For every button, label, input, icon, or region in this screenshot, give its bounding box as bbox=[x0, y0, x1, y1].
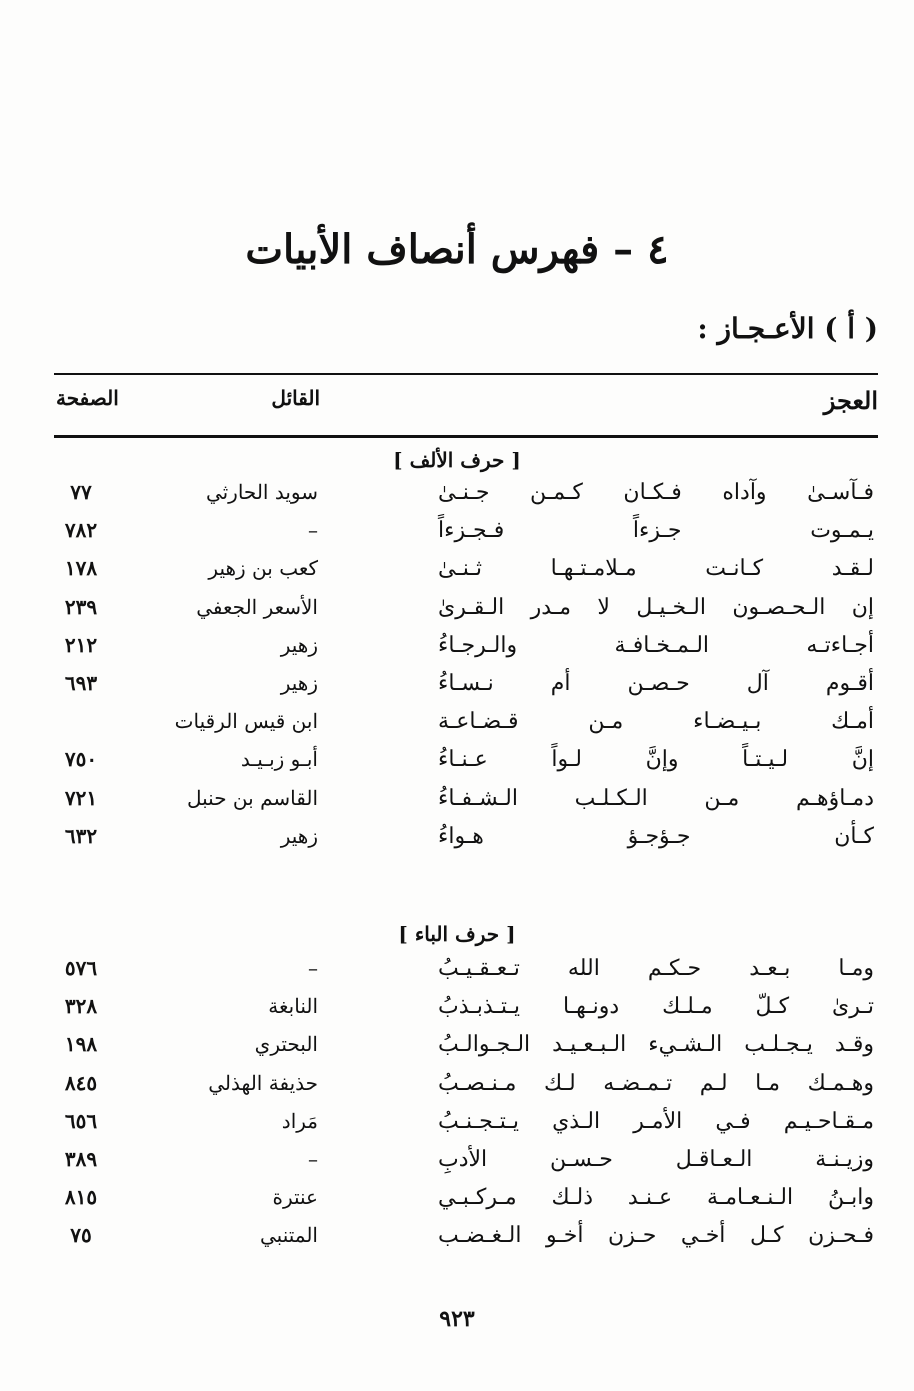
hemistich-cell: فـآسـىٰ وآداه فـكـان كـمـن جـنـىٰ bbox=[438, 480, 874, 505]
table-top-rule bbox=[54, 373, 878, 375]
speaker-cell: القاسم بن حنبل bbox=[186, 786, 318, 810]
table-row bbox=[0, 709, 914, 743]
speaker-cell: – bbox=[308, 956, 318, 980]
hemistich-cell: كـأن جـؤجـؤ هـواءُ bbox=[438, 824, 874, 849]
speaker-cell: كعب بن زهير bbox=[208, 556, 318, 580]
speaker-cell: أبـو زبـيـد bbox=[240, 747, 318, 771]
speaker-cell: زهير bbox=[280, 671, 318, 695]
table-row bbox=[0, 480, 914, 514]
speaker-cell: النابغة bbox=[268, 994, 318, 1018]
page-cell: ٨٤٥ bbox=[64, 1071, 98, 1095]
hemistich-cell: ومـا بـعـد حـكـم الله تـعـقـيـبُ bbox=[438, 956, 874, 981]
speaker-cell: عنترة bbox=[272, 1185, 318, 1209]
table-row bbox=[0, 786, 914, 820]
table-header-rule bbox=[54, 435, 878, 438]
hemistich-cell: تـرىٰ كـلّ مـلـك دونـهـا يـتـذبـذبُ bbox=[438, 994, 874, 1019]
page-number: ٩٢٣ bbox=[439, 1306, 475, 1332]
hemistich-cell: مـقـاحـيـم فـي الأمـر الـذي يـتـجـنـبُ bbox=[438, 1109, 874, 1134]
table-row bbox=[0, 1185, 914, 1219]
speaker-cell: ابن قيس الرقيات bbox=[174, 709, 318, 733]
hemistich-cell: وزيـنـة الـعـاقـل حـسـن الأدبِ bbox=[438, 1147, 874, 1172]
hemistich-cell: يـمـوت جـزءاً فـجـزءاً bbox=[438, 518, 874, 543]
table-row bbox=[0, 1147, 914, 1181]
column-header-page: الصفحة bbox=[56, 386, 119, 410]
table-row bbox=[0, 956, 914, 990]
page-cell: ١٧٨ bbox=[64, 556, 98, 580]
table-row bbox=[0, 556, 914, 590]
page-cell: ١٩٨ bbox=[64, 1032, 98, 1056]
hemistich-cell: إنَّ لـيـتـاً وإنَّ لـواً عـنـاءُ bbox=[438, 747, 874, 772]
hemistich-cell: وابـنُ الـنـعـامـة عـنـد ذلـك مـركـبـي bbox=[438, 1185, 874, 1210]
page-title: ٤ – فهرس أنصاف الأبيات bbox=[245, 226, 669, 273]
table-row bbox=[0, 595, 914, 629]
page-cell: ٦٩٣ bbox=[64, 671, 98, 695]
table-row bbox=[0, 824, 914, 858]
page-cell: ٢١٢ bbox=[64, 633, 98, 657]
column-header-hemistich: العجز bbox=[823, 386, 878, 415]
speaker-cell: سويد الحارثي bbox=[205, 480, 318, 504]
speaker-cell: – bbox=[308, 1147, 318, 1171]
page-cell: ٣٨٩ bbox=[64, 1147, 98, 1171]
column-header-speaker: القائل bbox=[271, 386, 320, 410]
speaker-cell: حذيفة الهذلي bbox=[208, 1071, 318, 1095]
section-subtitle: ( أ ) الأعـجـاز : bbox=[697, 312, 878, 345]
hemistich-cell: أمـك بـيـضـاء مـن قـضـاعـة bbox=[438, 709, 874, 734]
page-cell: ٧٢١ bbox=[64, 786, 98, 810]
page-cell: ٦٣٢ bbox=[64, 824, 98, 848]
hemistich-cell: أقـوم آل حـصـن أم نـسـاءُ bbox=[438, 671, 874, 696]
page-cell: ٢٣٩ bbox=[64, 595, 98, 619]
hemistich-cell: فـحـزن كـل أخـي حـزن أخـو الـغـضـب bbox=[438, 1223, 874, 1248]
speaker-cell: البحتري bbox=[254, 1032, 318, 1056]
page-cell: ٧٥٠ bbox=[64, 747, 98, 771]
hemistich-cell: لـقـد كـانـت مـلامـتـهـا ثـنـىٰ bbox=[438, 556, 874, 581]
speaker-cell: زهير bbox=[280, 824, 318, 848]
section-label: [ حرف الباء ] bbox=[398, 922, 516, 946]
hemistich-cell: دمـاؤهـم مـن الـكـلـب الـشـفـاءُ bbox=[438, 786, 874, 811]
hemistich-cell: وهـمـك مـا لـم تـمـضـه لـك مـنـصـبُ bbox=[438, 1071, 874, 1096]
page-cell: ٧٧ bbox=[70, 480, 92, 504]
speaker-cell: المتنبي bbox=[260, 1223, 318, 1247]
section-label: [ حرف الألف ] bbox=[393, 448, 521, 472]
speaker-cell: – bbox=[308, 518, 318, 542]
table-row bbox=[0, 518, 914, 552]
speaker-cell: الأسعر الجعفي bbox=[196, 595, 318, 619]
page-cell: ٦٥٦ bbox=[64, 1109, 98, 1133]
hemistich-cell: إن الـحـصـون الـخـيـل لا مـدر الـقـرىٰ bbox=[438, 595, 874, 620]
table-row bbox=[0, 1071, 914, 1105]
table-row bbox=[0, 747, 914, 781]
table-row bbox=[0, 1032, 914, 1066]
hemistich-cell: أجـاءتـه الـمـخـافـة والـرجـاءُ bbox=[438, 633, 874, 658]
page-cell: ٨١٥ bbox=[64, 1185, 98, 1209]
speaker-cell: زهير bbox=[280, 633, 318, 657]
page-cell: ٧٨٢ bbox=[64, 518, 98, 542]
hemistich-cell: وقـد يـجـلـب الـشـيء الـبـعـيـد الـجـوالـبُ bbox=[438, 1032, 874, 1057]
table-row bbox=[0, 1223, 914, 1257]
page-cell: ٥٧٦ bbox=[64, 956, 98, 980]
table-row bbox=[0, 1109, 914, 1143]
table-row bbox=[0, 994, 914, 1028]
table-row bbox=[0, 671, 914, 705]
page-cell: ٧٥ bbox=[70, 1223, 92, 1247]
page-cell: ٣٢٨ bbox=[64, 994, 98, 1018]
table-row bbox=[0, 633, 914, 667]
speaker-cell: مَراد bbox=[281, 1109, 318, 1133]
